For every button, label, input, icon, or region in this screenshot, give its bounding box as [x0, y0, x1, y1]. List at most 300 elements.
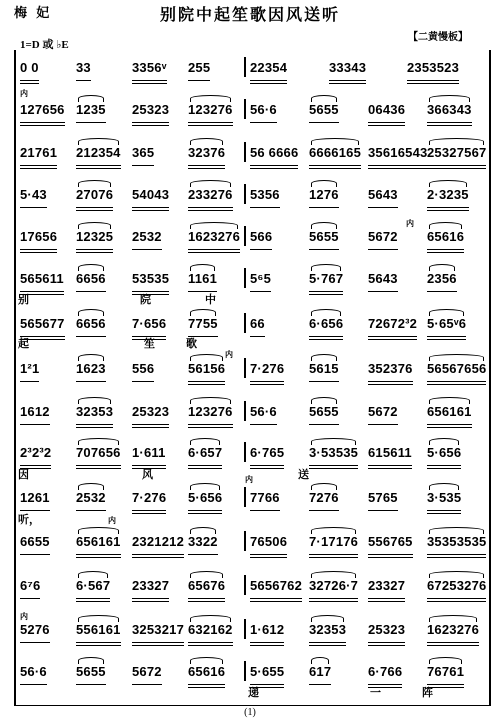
- note-group: 707656: [76, 445, 121, 463]
- note-group: 23327: [368, 578, 405, 596]
- slur-mark: [429, 95, 470, 102]
- beam-line: [20, 424, 50, 425]
- note-group: 1276: [309, 187, 339, 205]
- beam-line: [76, 598, 110, 599]
- note-group: 5765: [368, 490, 398, 508]
- beam-line: [132, 684, 162, 685]
- note-group: 5643: [368, 187, 398, 205]
- beam-line: [427, 642, 479, 643]
- slur-mark: [190, 95, 231, 102]
- beam-line: [20, 381, 39, 382]
- beam-line: [76, 381, 106, 382]
- note-group: 56·6: [20, 664, 47, 682]
- beam-line-double: [188, 645, 233, 646]
- note-group: 123276: [188, 404, 233, 422]
- beam-line: [132, 165, 154, 166]
- note-group: 35616543: [368, 145, 427, 163]
- ornament-label: 内: [245, 475, 253, 484]
- beam-line: [368, 465, 412, 466]
- slur-mark: [78, 527, 119, 534]
- note-group: 72672³2: [368, 316, 417, 334]
- note-group: 5643: [368, 271, 398, 289]
- beam-line: [250, 510, 280, 511]
- beam-line-double: [188, 168, 225, 169]
- slur-mark: [311, 483, 337, 490]
- score-row: [16, 229, 486, 247]
- beam-line-double: [76, 210, 113, 211]
- beam-line: [368, 122, 405, 123]
- beam-line-double: [20, 125, 65, 126]
- beam-line: [368, 165, 427, 166]
- beam-line-double: [427, 210, 469, 211]
- beam-line: [368, 510, 398, 511]
- beam-line: [309, 165, 361, 166]
- beam-line-double: [132, 210, 169, 211]
- beam-line: [427, 207, 469, 208]
- beam-line-double: [188, 601, 225, 602]
- beam-line-double: [309, 294, 343, 295]
- note-group: 632162: [188, 622, 233, 640]
- beam-line: [368, 249, 398, 250]
- note-group: 56·6: [250, 404, 277, 422]
- bar-line: [244, 184, 246, 204]
- beam-line: [188, 80, 210, 81]
- beam-line-double: [250, 468, 284, 469]
- score-row: [16, 60, 486, 78]
- slur-mark: [311, 222, 337, 229]
- slur-mark: [311, 309, 341, 316]
- beam-line: [132, 510, 166, 511]
- note-group: 1623276: [188, 229, 240, 247]
- note-group: 7·276: [132, 490, 166, 508]
- score-row: [16, 578, 486, 596]
- slur-mark: [190, 354, 223, 361]
- note-group: 17656: [20, 229, 57, 247]
- note-group: 54043: [132, 187, 169, 205]
- beam-line-double: [427, 601, 486, 602]
- beam-line-double: [250, 168, 298, 169]
- beam-line: [427, 424, 472, 425]
- score-row: [16, 102, 486, 120]
- note-group: 3356ᵛ: [132, 60, 167, 78]
- note-group: 2·3235: [427, 187, 469, 205]
- beam-line-double: [309, 645, 346, 646]
- beam-line: [132, 381, 154, 382]
- note-group: 352376: [368, 361, 413, 379]
- beam-line: [20, 207, 47, 208]
- note-group: 5672: [132, 664, 162, 682]
- beam-line: [76, 122, 106, 123]
- lyric-char: 听，: [18, 514, 40, 526]
- note-group: 1261: [20, 490, 50, 508]
- note-group: 56 6666: [250, 145, 298, 163]
- bar-line: [244, 401, 246, 421]
- lyric-char: 送: [298, 469, 309, 481]
- note-group: 556: [132, 361, 154, 379]
- note-group: 6·657: [188, 445, 222, 463]
- note-group: 12325: [76, 229, 113, 247]
- slur-mark: [190, 309, 216, 316]
- slur-mark: [190, 264, 215, 271]
- score-row: [16, 361, 486, 379]
- note-group: 5·655: [250, 664, 284, 682]
- beam-line-double: [188, 384, 225, 385]
- note-group: 5·65ᵛ6: [427, 316, 466, 334]
- beam-line-double: [188, 252, 240, 253]
- beam-line: [188, 122, 233, 123]
- bar-line: [244, 575, 246, 595]
- note-group: 617: [309, 664, 331, 682]
- note-group: 212354: [76, 145, 121, 163]
- note-group: 21761: [20, 145, 57, 163]
- beam-line: [368, 207, 398, 208]
- beam-line: [132, 80, 167, 81]
- slur-mark: [78, 657, 104, 664]
- beam-line-double: [188, 125, 233, 126]
- score-row: [16, 187, 486, 205]
- note-group: 53535: [132, 271, 169, 289]
- beam-line: [76, 165, 121, 166]
- note-group: 5655: [76, 664, 106, 682]
- beam-line-double: [309, 557, 358, 558]
- beam-line: [250, 165, 298, 166]
- slur-mark: [311, 138, 359, 145]
- slur-mark: [311, 571, 356, 578]
- beam-line: [250, 598, 302, 599]
- beam-line: [132, 249, 162, 250]
- beam-line-double: [76, 601, 110, 602]
- note-group: 2³2³2: [20, 445, 51, 463]
- beam-line-double: [76, 557, 121, 558]
- beam-line: [76, 684, 106, 685]
- beam-line: [76, 510, 106, 511]
- beam-line: [132, 207, 169, 208]
- page-number: (1): [244, 707, 256, 718]
- bar-line: [244, 268, 246, 288]
- slur-mark: [429, 264, 455, 271]
- beam-line-double: [427, 384, 486, 385]
- note-group: 255: [188, 60, 210, 78]
- note-group: 32353: [309, 622, 346, 640]
- slur-mark: [311, 657, 329, 664]
- beam-line-double: [427, 513, 461, 514]
- lyric-char: 递: [248, 687, 259, 699]
- beam-line-double: [188, 210, 233, 211]
- note-group: 76506: [250, 534, 287, 552]
- beam-line: [329, 80, 366, 81]
- slur-mark: [190, 222, 238, 229]
- bar-line: [244, 226, 246, 246]
- role-name: 梅 妃: [14, 5, 53, 20]
- beam-line-double: [188, 427, 233, 428]
- beam-line: [427, 165, 486, 166]
- lyric-char: 别: [18, 294, 29, 306]
- beam-line: [76, 80, 91, 81]
- slur-mark: [429, 309, 464, 316]
- beam-line-double: [309, 168, 361, 169]
- beam-line: [250, 207, 280, 208]
- slur-mark: [190, 397, 231, 404]
- slur-mark: [429, 571, 484, 578]
- beam-line: [76, 554, 121, 555]
- score-row: [16, 534, 486, 552]
- bar-line: [244, 661, 246, 681]
- beam-line: [407, 80, 459, 81]
- note-group: 7276: [309, 490, 339, 508]
- note-group: 2321212: [132, 534, 184, 552]
- note-group: 1623: [76, 361, 106, 379]
- beam-line: [427, 510, 461, 511]
- note-group: 25323: [132, 404, 169, 422]
- slur-mark: [78, 397, 111, 404]
- bar-line: [244, 442, 246, 462]
- note-group: 6656: [76, 316, 106, 334]
- note-group: 76761: [427, 664, 464, 682]
- note-group: 3·53535: [309, 445, 358, 463]
- beam-line-double: [132, 645, 184, 646]
- slur-mark: [190, 527, 216, 534]
- note-group: 6·766: [368, 664, 402, 682]
- song-title: 别院中起笙歌因风送听: [159, 7, 340, 24]
- note-group: 7·17176: [309, 534, 358, 552]
- note-group: 32353: [76, 404, 113, 422]
- slur-mark: [429, 397, 470, 404]
- slur-mark: [311, 527, 356, 534]
- beam-line: [309, 249, 339, 250]
- beam-line-double: [427, 427, 472, 428]
- slur-mark: [429, 615, 477, 622]
- note-group: 366343: [427, 102, 472, 120]
- ornament-label: 内: [406, 219, 414, 228]
- beam-line: [250, 424, 277, 425]
- slur-mark: [78, 615, 119, 622]
- note-group: 5·43: [20, 187, 47, 205]
- bar-line: [244, 99, 246, 119]
- beam-line: [368, 554, 413, 555]
- beam-line: [309, 424, 339, 425]
- note-group: 6·567: [76, 578, 110, 596]
- beam-line-double: [309, 339, 343, 340]
- beam-line: [188, 381, 225, 382]
- slur-mark: [429, 483, 459, 490]
- slur-mark: [429, 438, 459, 445]
- note-group: 1²1: [20, 361, 39, 379]
- note-group: 6666165: [309, 145, 361, 163]
- beam-line: [20, 684, 47, 685]
- beam-line-double: [132, 83, 167, 84]
- beam-line: [188, 207, 233, 208]
- note-group: 5·656: [427, 445, 461, 463]
- ornament-label: 内: [108, 516, 116, 525]
- note-group: 6656: [76, 271, 106, 289]
- beam-line: [132, 424, 169, 425]
- note-group: 2353523: [407, 60, 459, 78]
- beam-line-double: [368, 601, 405, 602]
- note-group: 35353535: [427, 534, 486, 552]
- note-group: 5672: [368, 229, 398, 247]
- ornament-label: 内: [20, 612, 28, 621]
- note-group: 1235: [76, 102, 106, 120]
- beam-line: [20, 554, 50, 555]
- note-group: 67253276: [427, 578, 486, 596]
- beam-line: [20, 80, 39, 81]
- note-group: 22354: [250, 60, 287, 78]
- note-group: 27076: [76, 187, 113, 205]
- beam-line-double: [188, 468, 222, 469]
- lyric-char: 一: [370, 687, 381, 699]
- note-group: 5276: [20, 622, 50, 640]
- note-group: 23327: [132, 578, 169, 596]
- beam-line: [309, 122, 339, 123]
- beam-line-double: [368, 125, 405, 126]
- beam-line: [188, 510, 222, 511]
- beam-line: [309, 554, 358, 555]
- note-group: 615611: [368, 445, 412, 463]
- beam-line-double: [76, 427, 113, 428]
- note-group: 6⁷6: [20, 578, 40, 596]
- slur-mark: [190, 483, 220, 490]
- beam-line: [76, 291, 106, 292]
- beam-line-double: [368, 557, 413, 558]
- beam-line: [368, 642, 405, 643]
- note-group: 2356: [427, 271, 457, 289]
- beam-line-double: [132, 427, 169, 428]
- beam-line: [188, 424, 233, 425]
- beam-line-double: [76, 468, 121, 469]
- slur-mark: [429, 354, 484, 361]
- note-group: 6·656: [309, 316, 343, 334]
- key-signature: 1=D 或 ♭E: [20, 39, 69, 51]
- beam-line: [188, 642, 233, 643]
- beam-line-double: [427, 557, 486, 558]
- beam-line: [132, 642, 184, 643]
- beam-line: [427, 122, 472, 123]
- slur-mark: [78, 222, 111, 229]
- beam-line-double: [20, 252, 57, 253]
- beam-line: [20, 598, 40, 599]
- note-group: 5656762: [250, 578, 302, 596]
- note-group: 32376: [188, 145, 225, 163]
- beam-line: [427, 465, 461, 466]
- beam-line-double: [427, 339, 466, 340]
- beam-line: [309, 336, 343, 337]
- lyric-char: 中: [205, 294, 216, 306]
- beam-line: [188, 465, 222, 466]
- note-group: 7·656: [132, 316, 166, 334]
- beam-line-double: [368, 168, 427, 169]
- slur-mark: [429, 180, 467, 187]
- lyric-char: 起: [18, 338, 29, 350]
- slur-mark: [429, 138, 484, 145]
- beam-line-double: [309, 468, 358, 469]
- slur-mark: [429, 657, 462, 664]
- slur-mark: [78, 138, 119, 145]
- note-group: 33: [76, 60, 91, 78]
- beam-line: [368, 291, 398, 292]
- slur-mark: [429, 222, 462, 229]
- slur-mark: [78, 354, 104, 361]
- slur-mark: [311, 354, 337, 361]
- note-group: 123276: [188, 102, 233, 120]
- note-group: 7766: [250, 490, 280, 508]
- slur-mark: [78, 309, 104, 316]
- note-group: 656161: [76, 534, 121, 552]
- note-group: 25323: [368, 622, 405, 640]
- note-group: 5672: [368, 404, 398, 422]
- beam-line-double: [20, 83, 39, 84]
- note-group: 556765: [368, 534, 413, 552]
- slur-mark: [78, 438, 119, 445]
- beam-line: [427, 336, 466, 337]
- beam-line-double: [427, 168, 486, 169]
- beam-line: [309, 684, 331, 685]
- beam-line: [250, 642, 284, 643]
- beam-line: [132, 598, 169, 599]
- beam-line: [368, 381, 413, 382]
- slur-mark: [190, 138, 223, 145]
- note-group: 7·276: [250, 361, 284, 379]
- note-group: 25327567: [427, 145, 486, 163]
- mode-label: 【二黄慢板】: [408, 32, 468, 43]
- score-row: [16, 271, 486, 289]
- note-group: 06436: [368, 102, 405, 120]
- beam-line: [20, 642, 50, 643]
- note-group: 2532: [76, 490, 106, 508]
- beam-line: [20, 165, 57, 166]
- beam-line: [427, 381, 486, 382]
- beam-line: [250, 465, 284, 466]
- beam-line-double: [250, 384, 284, 385]
- beam-line: [427, 554, 486, 555]
- note-group: 56567656: [427, 361, 486, 379]
- beam-line-double: [427, 468, 461, 469]
- score-row: [16, 622, 486, 640]
- beam-line: [250, 336, 265, 337]
- slur-mark: [311, 615, 344, 622]
- beam-line: [250, 291, 271, 292]
- beam-line: [76, 336, 106, 337]
- note-group: 1161: [188, 271, 217, 289]
- beam-line: [250, 80, 287, 81]
- beam-line-double: [309, 601, 358, 602]
- note-group: 65616: [188, 664, 225, 682]
- slur-mark: [190, 657, 223, 664]
- note-group: 65676: [188, 578, 225, 596]
- beam-line-double: [132, 601, 169, 602]
- bar-line: [244, 487, 246, 507]
- slur-mark: [78, 264, 104, 271]
- note-group: 5655: [309, 229, 339, 247]
- beam-line: [309, 642, 346, 643]
- bar-line: [244, 358, 246, 378]
- beam-line-double: [132, 125, 169, 126]
- note-group: 5655: [309, 404, 339, 422]
- slur-mark: [311, 438, 356, 445]
- slur-mark: [78, 483, 104, 490]
- beam-line: [368, 598, 405, 599]
- beam-line-double: [427, 125, 472, 126]
- beam-line-double: [188, 687, 225, 688]
- note-group: 365: [132, 145, 154, 163]
- beam-line-double: [329, 83, 366, 84]
- beam-line: [250, 381, 284, 382]
- note-group: 565677: [20, 316, 65, 334]
- note-group: 3322: [188, 534, 218, 552]
- slur-mark: [429, 527, 484, 534]
- beam-line: [368, 336, 417, 337]
- bar-line: [244, 313, 246, 333]
- score-row: [16, 316, 486, 334]
